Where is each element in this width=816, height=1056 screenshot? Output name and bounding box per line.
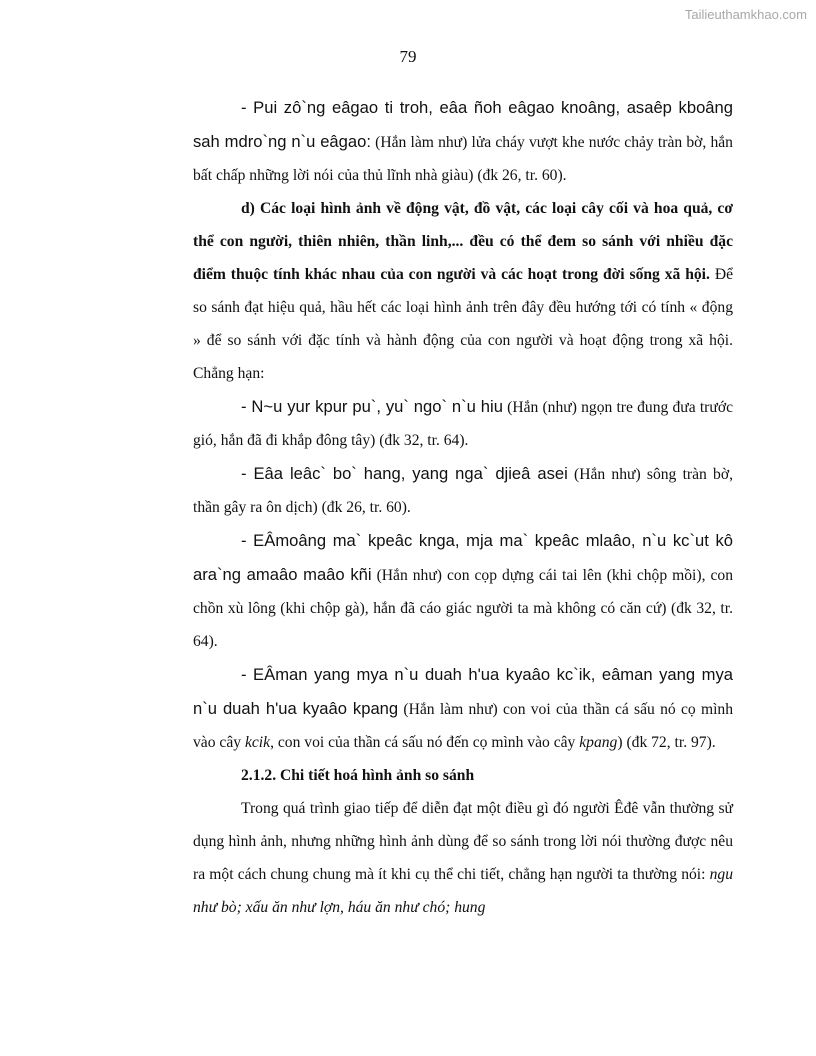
translation: (Hắn như) con cọp dựng cái tai lên (khi chộp mồi), con chồn xù lông (khi chộp gà), hắn đã cáo giác người ta mà không có căn cứ) (đk 32, tr. 64). xyxy=(193,567,733,650)
translation: (Hắn làm như) lửa cháy vượt khe nước chảy tràn bờ, hắn bất chấp những lời nói của thủ lĩnh nhà giàu) (đk 26, tr. 60). xyxy=(193,134,733,184)
document-body xyxy=(193,91,733,924)
paragraph xyxy=(193,390,733,457)
paragraph xyxy=(193,192,733,390)
paragraph xyxy=(193,792,733,924)
ede-quote: - Pui zô`ng eâgao ti troh, eâa ñoh eâgao knoâng, asaêp kboâng sah mdro`ng n`u eâgao: xyxy=(193,98,733,151)
translation: (Hắn (như) ngọn tre đung đưa trước gió, hắn đã đi khắp đông tây) (đk 32, tr. 64). xyxy=(193,399,733,449)
paragraph xyxy=(193,91,733,192)
italic-term: kpang xyxy=(579,734,618,751)
paragraph-text: Trong quá trình giao tiếp để diễn đạt một điều gì đó người Êđê vẫn thường sử dụng hình ảnh, nhưng những hình ảnh dùng để so sánh trong lời nói thường được nêu ra một cách chung chung mà ít khi cụ thể chi tiết, chẳng hạn người ta thường nói: xyxy=(193,800,733,883)
ede-quote: - EÂman yang mya n`u duah h'ua kyaâo kc`ik, eâman yang mya n`u duah h'ua kyaâo kpang xyxy=(193,665,733,718)
translation: (Hắn làm như) con voi của thần cá sấu nó cọ mình vào cây xyxy=(193,701,733,751)
page-number: 79 xyxy=(399,47,417,66)
italic-examples: ngu như bò; xấu ăn như lợn, háu ăn như chó; hung xyxy=(193,866,733,916)
paragraph xyxy=(193,658,733,759)
translation: , con voi của thần cá sấu nó đến cọ mình vào cây xyxy=(270,734,580,751)
translation: (Hắn như) sông tràn bờ, thần gây ra ôn dịch) (đk 26, tr. 60). xyxy=(193,466,733,516)
paragraph xyxy=(193,457,733,524)
ede-quote: - N~u yur kpur pu`, yu` ngo` n`u hiu xyxy=(241,397,503,416)
translation: ) (đk 72, tr. 97). xyxy=(617,734,716,751)
ede-quote: - Eâa leâc` bo` hang, yang nga` djieâ asei xyxy=(241,464,568,483)
ede-quote: - EÂmoâng ma` kpeâc knga, mja ma` kpeâc mlaâo, n`u kc`ut kô ara`ng amaâo maâo kñi xyxy=(193,531,733,584)
bold-lead: d) Các loại hình ảnh về động vật, đồ vật, các loại cây cối và hoa quả, cơ thể con người, thiên nhiên, thần linh,... đều có thể đem so sánh với nhiều đặc điểm thuộc tính khác nhau của con người và các hoạt trong đời sống xã hội. xyxy=(193,200,733,283)
italic-term: kcik xyxy=(244,734,271,751)
watermark: Tailieuthamkhao.com xyxy=(684,7,807,22)
paragraph-text: Để so sánh đạt hiệu quả, hầu hết các loại hình ảnh trên đây đều hướng tới có tính « động » để so sánh với đặc tính và hành động của con người và hoạt động trong xã hội. Chẳng hạn: xyxy=(193,266,733,382)
section-heading: 2.1.2. Chi tiết hoá hình ảnh so sánh xyxy=(241,767,475,784)
paragraph xyxy=(193,524,733,658)
